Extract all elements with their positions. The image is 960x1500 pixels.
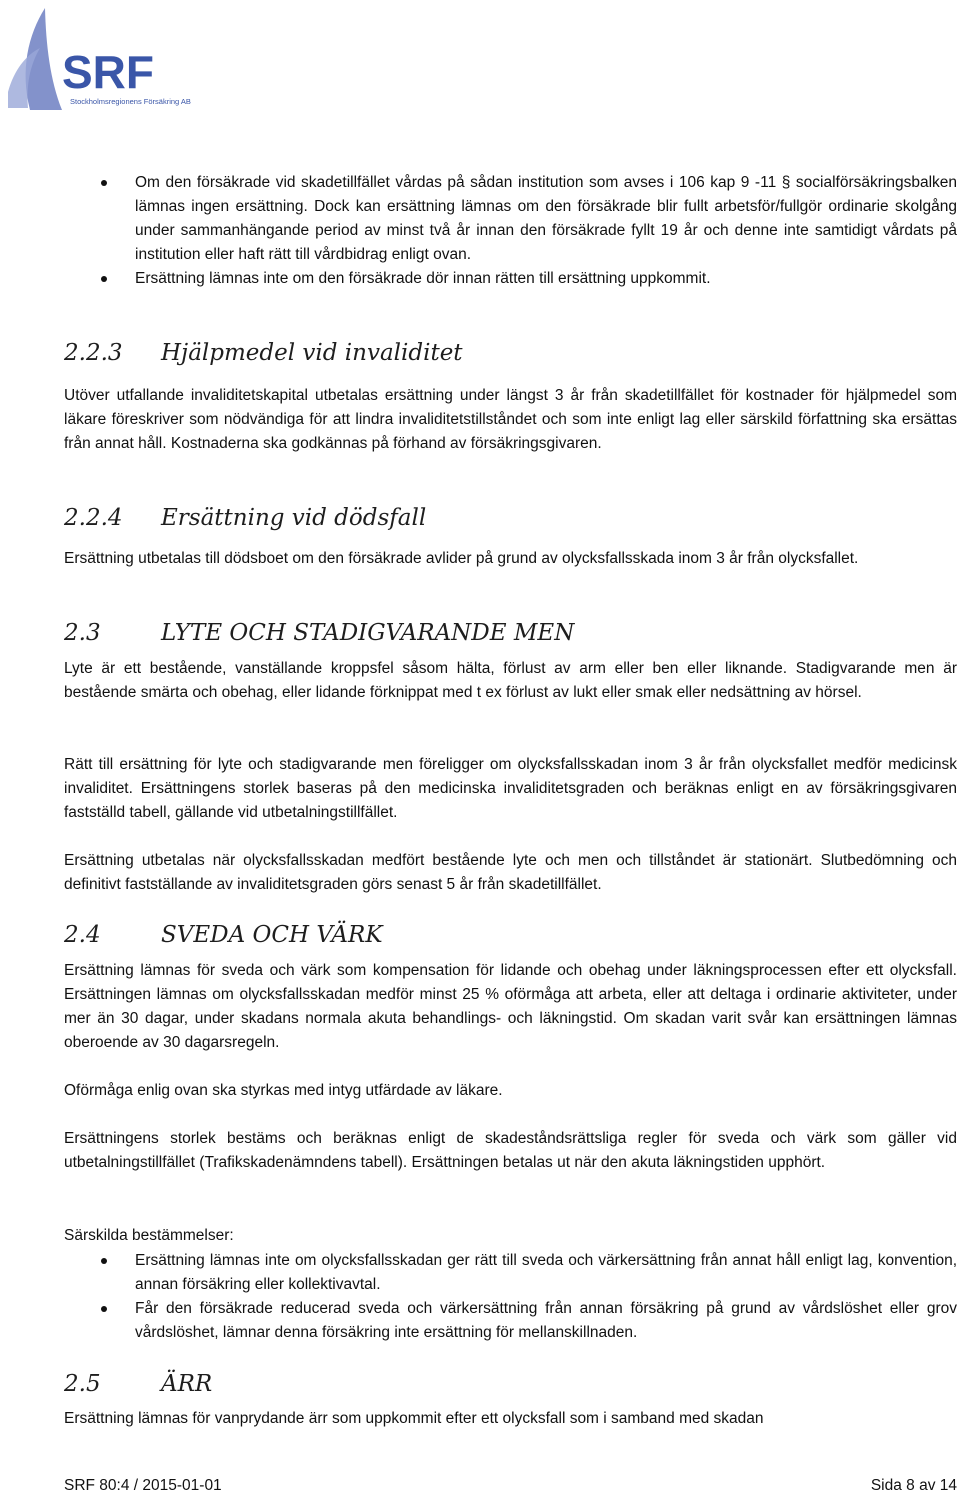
section-heading: 2.4 SVEDA OCH VÄRK bbox=[64, 922, 383, 948]
document-id: SRF 80:4 / 2015-01-01 bbox=[64, 1477, 222, 1494]
section-heading: 2.2.3 Hjälpmedel vid invaliditet bbox=[64, 340, 463, 366]
bullet-icon bbox=[101, 180, 107, 186]
paragraph: Utöver utfallande invaliditetskapital utbetalas ersättning under längst 3 år från skadetillfället för kostnader för hjälpmedel som läkare föreskriver som nödvändiga för att lindra invaliditetstillståndet och som inte enligt lag eller särskild författning ska ersättas från annat håll. Kostnaderna ska godkännas på förhand av försäkringsgivaren. bbox=[64, 387, 957, 452]
list-item: Ersättning lämnas inte om den försäkrade dör innan rätten till ersättning uppkommit. bbox=[64, 267, 957, 291]
paragraph: Ersättning lämnas för sveda och värk som kompensation för lidande och obehag under läkningsprocessen efter ett olycksfall. Ersättningen lämnas om olycksfallsskadan medför minst 25 % oförmåga att arbeta, eller att deltaga i ordinarie aktiviteter, under mer än 30 dagar, under skadans normala akuta behandlings- och läkningstid. Om skadan varit svår kan ersättningen lämnas oberoende av 30 dagarsregeln. bbox=[64, 962, 957, 1051]
logo-tagline: Stockholmsregionens Försäkring AB bbox=[70, 97, 191, 106]
paragraph: Oförmåga enlig ovan ska styrkas med intyg utfärdade av läkare. bbox=[64, 1082, 503, 1099]
paragraph: Ersättningens storlek bestäms och beräknas enligt de skadeståndsrättsliga regler för sveda och värk som gäller vid utbetalningstillfället (Trafikskadenämndens tabell). Ersättningen betalas ut när den akuta läkningstiden upphört. bbox=[64, 1130, 957, 1171]
paragraph: Ersättning utbetalas till dödsboet om den försäkrade avlider på grund av olycksfallsskada inom 3 år från olycksfallet. bbox=[64, 550, 859, 567]
paragraph: Ersättning utbetalas när olycksfallsskadan medfört bestående lyte och men och tillståndet är stationärt. Slutbedömning och definitivt fastställande av invaliditetsgraden görs senast 5 år från skadetillfället. bbox=[64, 852, 957, 893]
paragraph: Rätt till ersättning för lyte och stadigvarande men föreligger om olycksfallsskadan inom 3 år från olycksfallet medför medicinsk invaliditet. Ersättningens storlek baseras på den medicinska invaliditetsgraden och beräknas enligt en av försäkringsgivaren fastställd tabell, gällande vid utbetalningstillfället. bbox=[64, 756, 957, 821]
bullet-list-top bbox=[64, 171, 957, 291]
page-number: Sida 8 av 14 bbox=[870, 1477, 957, 1494]
logo-text: SRF bbox=[62, 46, 154, 98]
section-heading: 2.3 LYTE OCH STADIGVARANDE MEN bbox=[64, 620, 575, 646]
bullet-icon bbox=[101, 1258, 107, 1264]
bullet-icon bbox=[101, 1306, 107, 1312]
srf-logo bbox=[0, 0, 210, 115]
list-item: Ersättning lämnas inte om olycksfallsskadan ger rätt till sveda och värkersättning från annat håll enligt lag, konvention, annan försäkring eller kollektivavtal. bbox=[64, 1249, 957, 1297]
paragraph: Ersättning lämnas för vanprydande ärr som uppkommit efter ett olycksfall som i samband med skadan bbox=[64, 1410, 764, 1427]
section-heading: 2.5 ÄRR bbox=[64, 1371, 213, 1397]
paragraph: Särskilda bestämmelser: bbox=[64, 1227, 234, 1244]
paragraph: Lyte är ett bestående, vanställande kroppsfel såsom hälta, förlust av arm eller ben eller liknande. Stadigvarande men är bestående smärta och obehag, eller lidande förknippat med t ex förlust av lukt eller smak eller nedsättning av hörsel. bbox=[64, 660, 957, 701]
section-heading: 2.2.4 Ersättning vid dödsfall bbox=[64, 505, 427, 531]
bullet-icon bbox=[101, 276, 107, 282]
list-item: Om den försäkrade vid skadetillfället vårdas på sådan institution som avses i 106 kap 9 -11 § socialförsäkringsbalken lämnas ingen ersättning. Dock kan ersättning lämnas om den försäkrade blir fullt arbetsför/fullgör ordinarie skolgång under sammanhängande period av minst två år innan den försäkrade fyllt 19 år och denne inte samtidigt vårdats på institution eller haft rätt till vårdbidrag enligt ovan. bbox=[64, 171, 957, 267]
bullet-list-special bbox=[64, 1249, 957, 1345]
list-item: Får den försäkrade reducerad sveda och värkersättning från annan försäkring på grund av vårdslöshet eller grov vårdslöshet, lämnar denna försäkring inte ersättning för mellanskillnaden. bbox=[64, 1297, 957, 1345]
